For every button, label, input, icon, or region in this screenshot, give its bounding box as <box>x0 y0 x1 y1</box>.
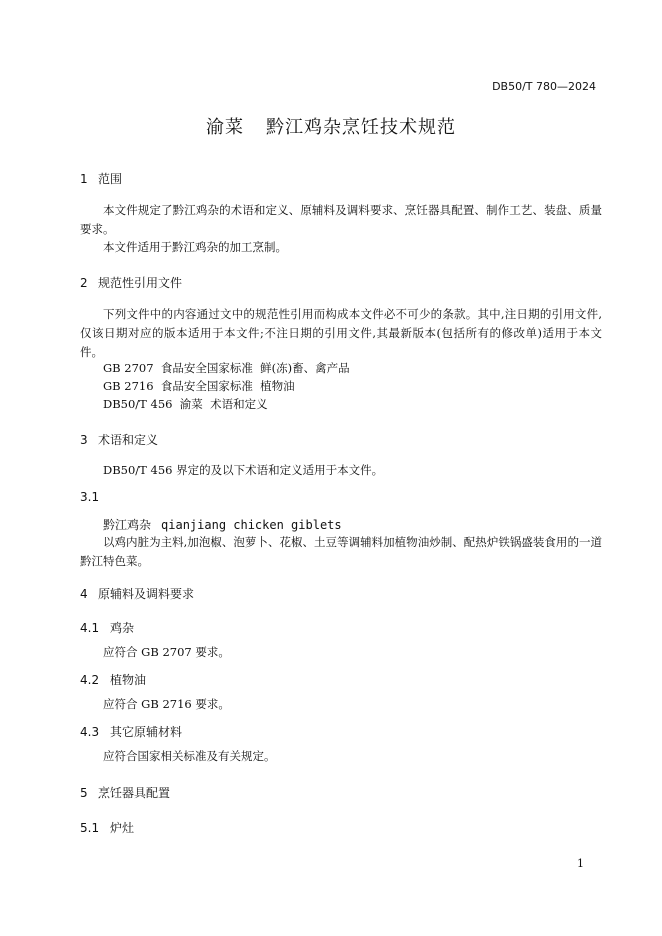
section-1-heading <box>80 170 122 187</box>
subsection-4-1-text: 应符合 GB 2707 要求。 <box>103 645 230 659</box>
subsection-4-2-heading <box>80 671 146 688</box>
page-number: 1 <box>577 857 584 870</box>
subsection-title: 植物油 <box>110 673 147 687</box>
document-title <box>0 113 662 139</box>
section-number: 2 <box>80 276 88 290</box>
section-5-heading <box>80 784 170 801</box>
section-title: 烹饪器具配置 <box>98 786 171 800</box>
reference-item: GB 2716 食品安全国家标准 植物油 <box>103 379 295 393</box>
subsection-number: 4.1 <box>80 621 100 635</box>
document-code: DB50/T 780—2024 <box>492 80 596 93</box>
subsection-number: 5.1 <box>80 821 100 835</box>
section-number: 5 <box>80 786 88 800</box>
subsection-5-1-heading <box>80 819 134 836</box>
subsection-4-3-heading <box>80 723 182 740</box>
term-definition: 以鸡内脏为主料,加泡椒、泡萝卜、花椒、土豆等调辅料加植物油炒制、配热炉铁锅盛装食用的一道黔江特色菜。 <box>80 535 602 568</box>
term-number: 3.1 <box>80 490 100 504</box>
subsection-number: 4.2 <box>80 673 100 687</box>
section-1-paragraph-1: 本文件规定了黔江鸡杂的术语和定义、原辅料及调料要求、烹饪器具配置、制作工艺、装盘、质量要求。 <box>80 203 602 236</box>
section-4-heading <box>80 585 194 602</box>
title-main: 黔江鸡杂烹饪技术规范 <box>266 117 456 138</box>
subsection-4-3-text: 应符合国家相关标准及有关规定。 <box>103 749 276 763</box>
section-2-heading <box>80 274 182 291</box>
section-3-heading <box>80 431 158 448</box>
subsection-4-1-heading <box>80 619 134 636</box>
title-prefix: 渝菜 <box>206 117 244 138</box>
section-title: 术语和定义 <box>98 433 159 447</box>
section-number: 4 <box>80 587 88 601</box>
subsection-title: 其它原辅材料 <box>110 725 183 739</box>
subsection-4-2-text: 应符合 GB 2716 要求。 <box>103 697 230 711</box>
section-number: 1 <box>80 172 88 186</box>
reference-item: DB50/T 456 渝菜 术语和定义 <box>103 397 268 411</box>
section-title: 范围 <box>98 172 123 186</box>
section-number: 3 <box>80 433 88 447</box>
term-entry <box>103 516 342 533</box>
subsection-title: 炉灶 <box>110 821 135 835</box>
subsection-title: 鸡杂 <box>110 621 135 635</box>
term-english: qianjiang chicken giblets <box>161 518 342 532</box>
section-2-paragraph: 下列文件中的内容通过文中的规范性引用而构成本文件必不可少的条款。其中,注日期的引用文件,仅该日期对应的版本适用于本文件;不注日期的引用文件,其最新版本(包括所有的修改单)适用于本文件。 <box>80 307 602 359</box>
section-title: 规范性引用文件 <box>98 276 183 290</box>
section-3-paragraph: DB50/T 456 界定的及以下术语和定义适用于本文件。 <box>103 463 384 477</box>
subsection-number: 4.3 <box>80 725 100 739</box>
section-title: 原辅料及调料要求 <box>98 587 195 601</box>
reference-item: GB 2707 食品安全国家标准 鲜(冻)畜、禽产品 <box>103 361 350 375</box>
term-chinese: 黔江鸡杂 <box>103 518 152 532</box>
section-1-paragraph-2: 本文件适用于黔江鸡杂的加工烹制。 <box>103 240 287 254</box>
